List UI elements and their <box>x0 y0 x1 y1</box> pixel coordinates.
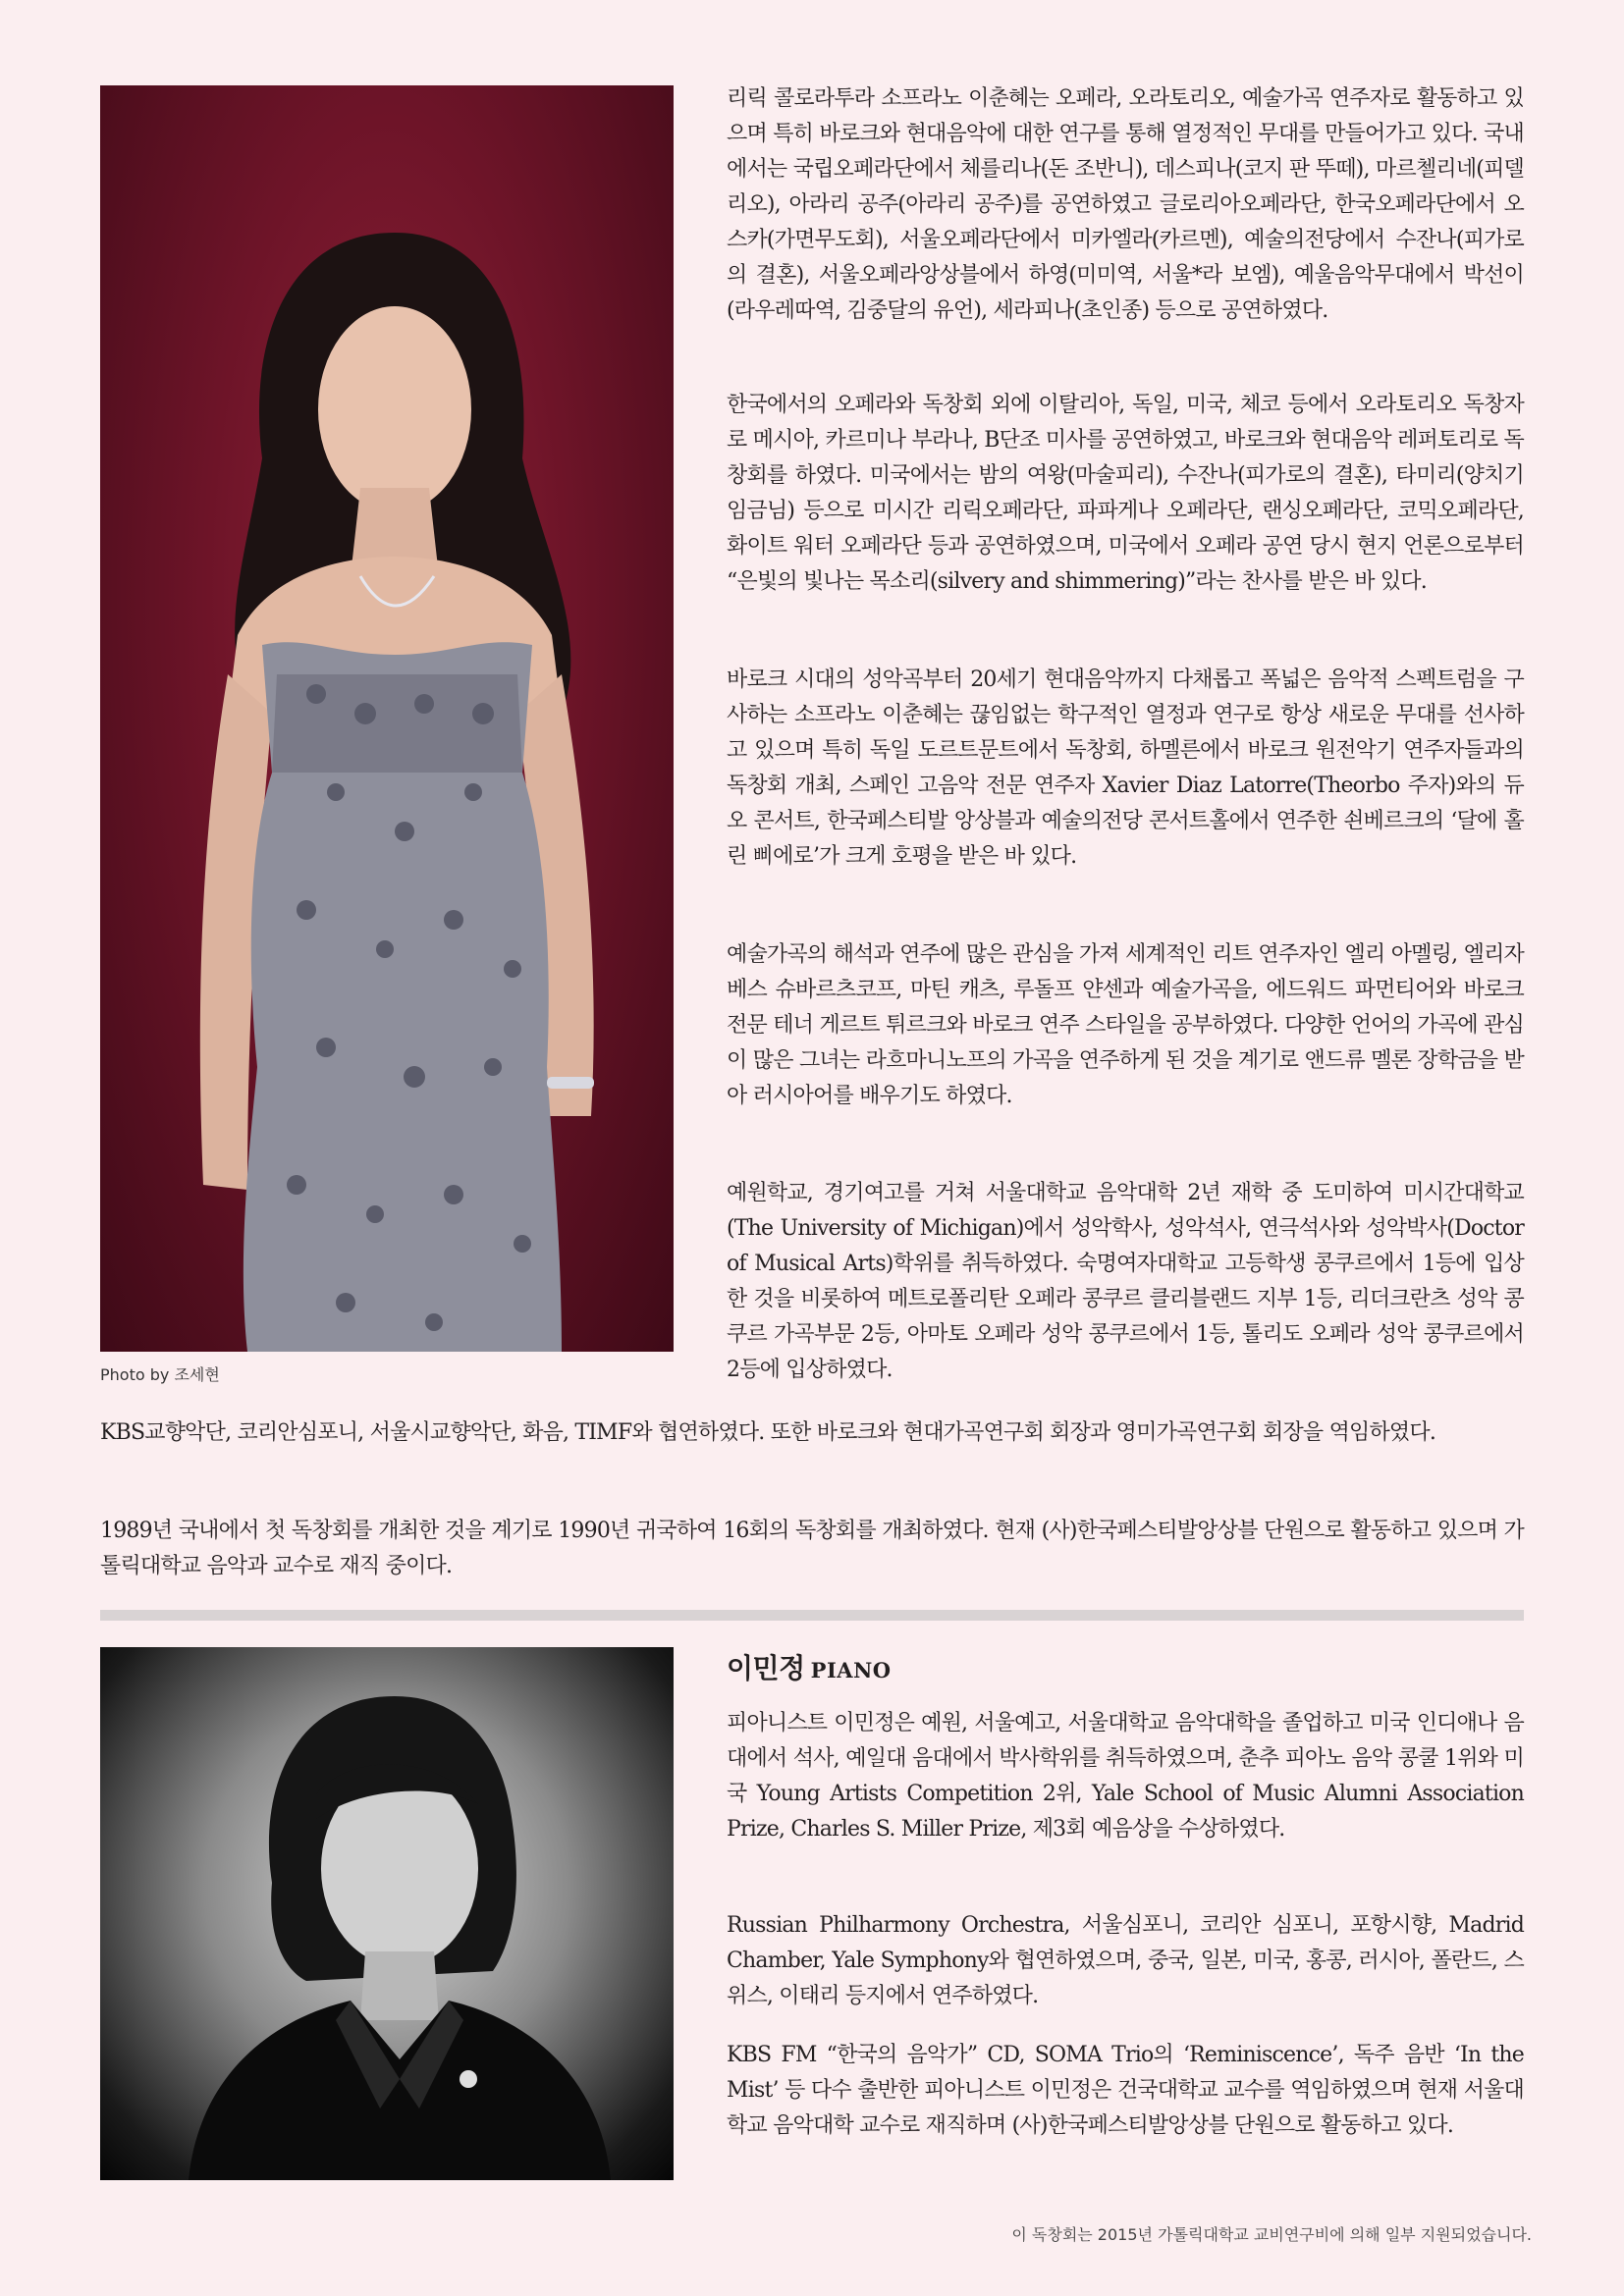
pianist-bio-paragraph: 피아니스트 이민정은 예원, 서울예고, 서울대학교 음악대학을 졸업하고 미국 인디애나 음대에서 석사, 예일대 음대에서 박사학위를 취득하였으며, 춘추 피아노 음악 콩쿨 1위와 미국 Young Artists Competition 2위, Yale School of Music Alumni Association Prize, Charles S. Miller Prize, 제3회 예음상을 수상하였다. <box>727 1711 1524 1842</box>
soprano-bio-paragraph: 한국에서의 오페라와 독창회 외에 이탈리아, 독일, 미국, 체코 등에서 오라토리오 독창자로 메시아, 카르미나 부라나, B단조 미사를 공연하였고, 바로크와 현대음악 레퍼토리로 독창회를 하였다. 미국에서는 밤의 여왕(마술피리), 수잔나(피가로의 결혼), 타미리(양치기 임금님) 등으로 미시간 리릭오페라단, 파파게나 오페라단, 랜싱오페라단, 코믹오페라단, 화이트 워터 오페라단 등과 공연하였으며, 미국에서 오페라 공연 당시 현지 언론으로부터 “은빛의 빛나는 목소리(silvery and shimmering)”라는 찬사를 받은 바 있다. <box>727 393 1524 594</box>
soprano-bio-paragraph: KBS교향악단, 코리안심포니, 서울시교향악단, 화음, TIMF와 협연하였다. 또한 바로크와 현대가곡연구회 회장과 영미가곡연구회 회장을 역임하였다. <box>100 1420 1436 1445</box>
soprano-figure-illustration <box>100 85 674 1352</box>
soprano-bio-paragraph: 예술가곡의 해석과 연주에 많은 관심을 가져 세계적인 리트 연주자인 엘리 아멜링, 엘리자베스 슈바르츠코프, 마틴 캐츠, 루돌프 얀센과 예술가곡을, 에드워드 파먼티어와 바로크 전문 테너 게르트 튀르크와 바로크 연주 스타일을 공부하였다. 다양한 언어의 가곡에 관심이 많은 그녀는 라흐마니노프의 가곡을 연주하게 된 것을 계기로 앤드류 멜론 장학금을 받아 러시아어를 배우기도 하였다. <box>727 942 1524 1108</box>
soprano-bio-paragraph: 바로크 시대의 성악곡부터 20세기 현대음악까지 다채롭고 폭넓은 음악적 스펙트럼을 구사하는 소프라노 이춘혜는 끊임없는 학구적인 열정과 연구로 항상 새로운 무대를 선사하고 있으며 특히 독일 도르트문트에서 독창회, 하멜른에서 바로크 원전악기 연주자들과의 독창회 개최, 스페인 고음악 전문 연주자 Xavier Diaz Latorre(Theorbo 주자)와의 듀오 콘서트, 한국페스티발 앙상블과 예술의전당 콘서트홀에서 연주한 쇤베르크의 ‘달에 홀린 삐에로’가 크게 호평을 받은 바 있다. <box>727 667 1524 869</box>
soprano-bio-paragraph: 예원학교, 경기여고를 거쳐 서울대학교 음악대학 2년 재학 중 도미하여 미시간대학교(The University of Michigan)에서 성악학사, 성악석사, 연극석사와 성악박사(Doctor of Musical Arts)학위를 취득하였다. 숙명여자대학교 고등학생 콩쿠르에서 1등에 입상한 것을 비롯하여 메트로폴리탄 오페라 콩쿠르 클리블랜드 지부 1등, 리더크란츠 성악 콩쿠르 가곡부문 2등, 아마토 오페라 성악 콩쿠르에서 1등, 톨리도 오페라 성악 콩쿠르에서 2등에 입상하였다. <box>727 1181 1524 1382</box>
pianist-portrait-photo <box>100 1647 674 2180</box>
pianist-bio-paragraph: KBS FM “한국의 음악가” CD, SOMA Trio의 ‘Reminiscence’, 독주 음반 ‘In the Mist’ 등 다수 출반한 피아니스트 이민정은 건국대학교 교수를 역임하였으며 현재 서울대학교 음악대학 교수로 재직하며 (사)한국페스티발앙상블 단원으로 활동하고 있다. <box>727 2043 1524 2138</box>
soprano-bio-paragraph: 1989년 국내에서 첫 독창회를 개최한 것을 계기로 1990년 귀국하여 16회의 독창회를 개최하였다. 현재 (사)한국페스티발앙상블 단원으로 활동하고 있으며 가톨릭대학교 음악과 교수로 재직 중이다. <box>100 1519 1524 1578</box>
funding-footnote: 이 독창회는 2015년 가톨릭대학교 교비연구비에 의해 일부 지원되었습니다. <box>1011 2225 1532 2244</box>
pianist-bio-paragraph: Russian Philharmony Orchestra, 서울심포니, 코리안 심포니, 포항시향, Madrid Chamber, Yale Symphony와 협연하였으며, 중국, 일본, 미국, 홍콩, 러시아, 폴란드, 스위스, 이태리 등지에서 연주하였다. <box>727 1913 1524 2008</box>
soprano-portrait-photo <box>100 85 674 1352</box>
section-divider <box>100 1610 1524 1621</box>
pianist-heading <box>727 1647 892 1686</box>
soprano-bio-paragraph: 리릭 콜로라투라 소프라노 이춘혜는 오페라, 오라토리오, 예술가곡 연주자로 활동하고 있으며 특히 바로크와 현대음악에 대한 연구를 통해 열정적인 무대를 만들어가고 있다. 국내에서는 국립오페라단에서 체를리나(돈 조반니), 데스피나(코지 판 뚜떼), 마르첼리네(피델리오), 아라리 공주(아라리 공주)를 공연하였고 글로리아오페라단, 한국오페라단에서 오스카(가면무도회), 서울오페라단에서 미카엘라(카르멘), 예술의전당에서 수잔나(피가로의 결혼), 서울오페라앙상블에서 하영(미미역, 서울*라 보엠), 예울음악무대에서 박선이(라우레따역, 김중달의 유언), 세라피나(초인종) 등으로 공연하였다. <box>727 86 1524 323</box>
pianist-figure-illustration <box>100 1647 674 2180</box>
pianist-name: 이민정 <box>727 1652 805 1684</box>
photo-credit-caption: Photo by 조세현 <box>100 1365 220 1384</box>
pianist-role: PIANO <box>810 1658 892 1682</box>
